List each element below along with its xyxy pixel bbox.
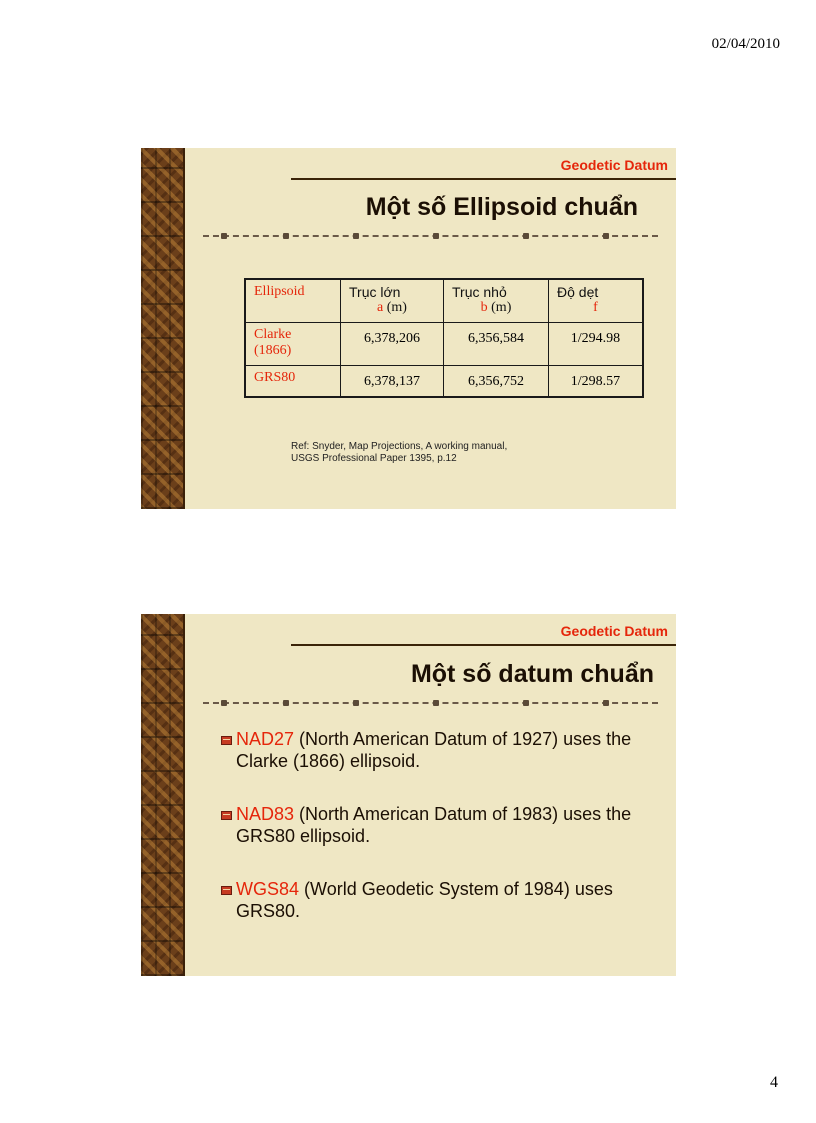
slide-ellipsoids xyxy=(141,148,676,509)
slide-tag: Geodetic Datum xyxy=(560,623,668,639)
list-item: WGS84 (World Geodetic System of 1984) uses GRS80. xyxy=(221,878,661,922)
table-header-row xyxy=(245,279,643,323)
bullet-icon xyxy=(221,886,232,895)
bullet-icon xyxy=(221,811,232,820)
list-item: NAD83 (North American Datum of 1983) uses the GRS80 ellipsoid. xyxy=(221,803,661,847)
slide-datums xyxy=(141,614,676,976)
slide-title: Một số datum chuẩn xyxy=(410,660,654,688)
header-major-axis: Trục lớn a (m) xyxy=(341,279,444,323)
tag-rule xyxy=(291,644,676,646)
dashed-divider xyxy=(203,235,658,237)
decorative-border xyxy=(141,148,185,509)
slide-tag: Geodetic Datum xyxy=(560,157,668,173)
tag-rule xyxy=(291,178,676,180)
header-minor-axis: Trục nhỏ b (m) xyxy=(444,279,549,323)
decorative-border xyxy=(141,614,185,976)
list-item: NAD27 (North American Datum of 1927) uses the Clarke (1866) ellipsoid. xyxy=(221,728,661,772)
slide-title: Một số Ellipsoid chuẩn xyxy=(365,193,638,221)
table-row: GRS80 6,378,137 6,356,752 1/298.57 xyxy=(245,366,643,398)
reference-note: Ref: Snyder, Map Projections, A working manual, USGS Professional Paper 1395, p.12 xyxy=(291,441,508,464)
datum-list xyxy=(221,728,661,953)
page-date: 02/04/2010 xyxy=(711,36,780,52)
table-row: Clarke (1866) 6,378,206 6,356,584 1/294.98 xyxy=(245,323,643,366)
page-number: 4 xyxy=(770,1074,778,1091)
ellipsoid-table xyxy=(244,278,644,398)
dashed-divider xyxy=(203,702,658,704)
header-ellipsoid: Ellipsoid xyxy=(245,279,341,323)
header-flattening: Độ dẹt f xyxy=(549,279,644,323)
bullet-icon xyxy=(221,736,232,745)
